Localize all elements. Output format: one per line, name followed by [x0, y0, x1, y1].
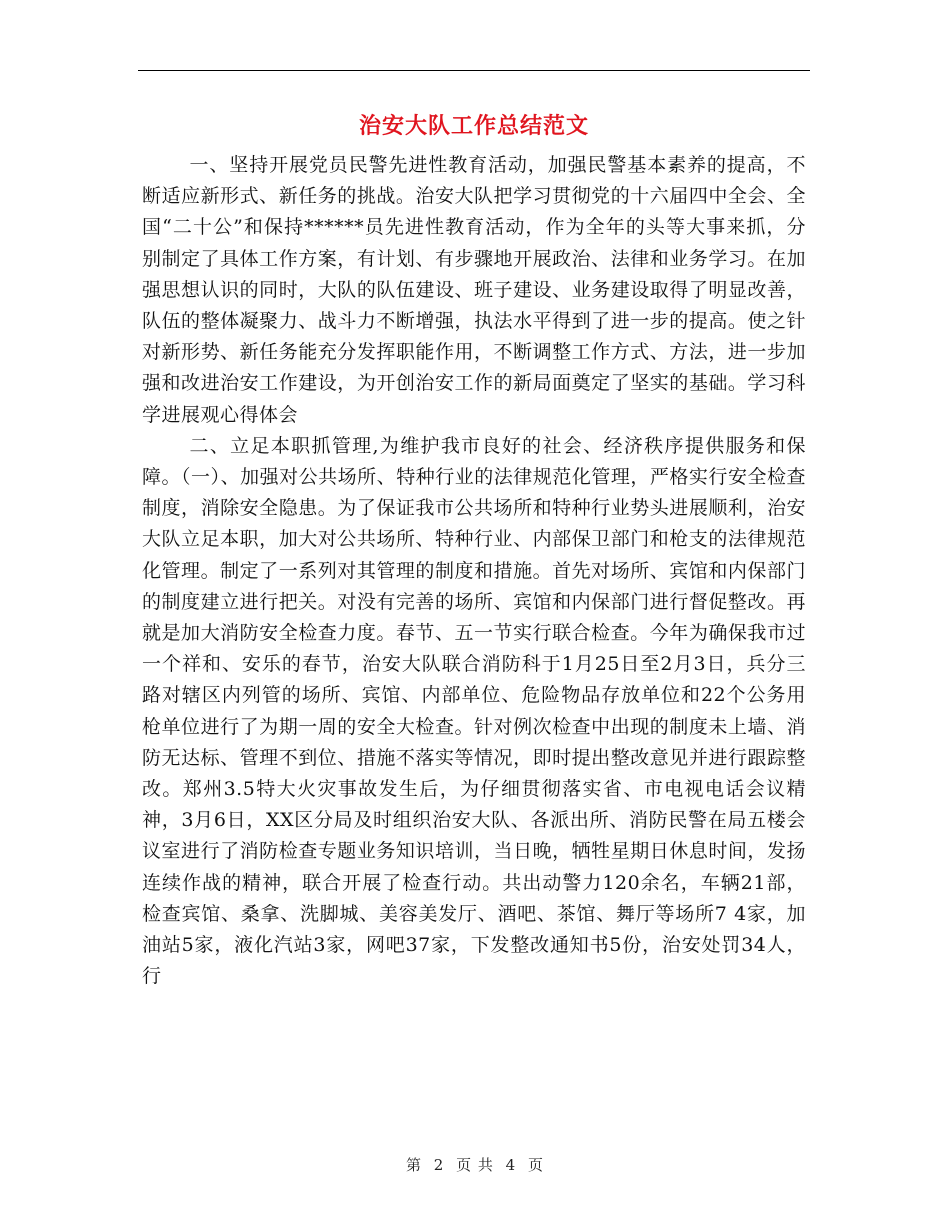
footer-prefix: 第 — [405, 1156, 422, 1174]
page-footer — [0, 1155, 950, 1175]
document-body — [142, 150, 806, 992]
document-title: 治安大队工作总结范文 — [358, 113, 589, 139]
footer-page-number: 2 — [433, 1156, 445, 1174]
header-rule — [138, 70, 810, 71]
footer-total-pages: 4 — [505, 1156, 517, 1174]
paragraph-2: 二、立足本职抓管理,为维护我市良好的社会、经济秩序提供服务和保障。（一）、加强对公共场所、特种行业的法律规范化管理，严格实行安全检查制度，消除安全隐患。为了保证我市公共场所和特种行业势头进展顺利，治安大队立足本职，加大对公共场所、特种行业、内部保卫部门和枪支的法律规范化管理。制定了一系列对其管理的制度和措施。首先对场所、宾馆和内保部门的制度建立进行把关。对没有完善的场所、宾馆和内保部门进行督促整改。再就是加大消防安全检查力度。春节、五一节实行联合检查。今年为确保我市过一个祥和、安乐的春节，治安大队联合消防科于1月25日至2月3日，兵分三路对辖区内列管的场所、宾馆、内部单位、危险物品存放单位和22个公务用枪单位进行了为期一周的安全大检查。针对例次检查中出现的制度未上墙、消防无达标、管理不到位、措施不落实等情况，即时提出整改意见并进行跟踪整改。郑州3.5特大火灾事故发生后，为仔细贯彻落实省、市电视电话会议精神，3月6日，XX区分局及时组织治安大队、各派出所、消防民警在局五楼会议室进行了消防检查专题业务知识培训，当日晚，牺牲星期日休息时间，发扬连续作战的精神，联合开展了检查行动。共出动警力120余名，车辆21部，检查宾馆、桑拿、洗脚城、美容美发厅、酒吧、茶馆、舞厅等场所7 4家，加油站5家，液化汽站3家，网吧37家，下发整改通知书5份，治安处罚34人，行 — [142, 434, 806, 988]
footer-suffix: 页 — [528, 1156, 545, 1174]
paragraph-1: 一、坚持开展党员民警先进性教育活动，加强民警基本素养的提高，不断适应新形式、新任务的挑战。治安大队把学习贯彻党的十六届四中全会、全国“二十公”和保持******员先进性教育活动，作为全年的头等大事来抓，分别制定了具体工作方案，有计划、有步骤地开展政治、法律和业务学习。在加强思想认识的同时，大队的队伍建设、班子建设、业务建设取得了明显改善，队伍的整体凝聚力、战斗力不断增强，执法水平得到了进一步的提高。使之针对新形势、新任务能充分发挥职能作用，不断调整工作方式、方法，进一步加强和改进治安工作建设，为开创治安工作的新局面奠定了坚实的基础。学习科学进展观心得体会 — [142, 154, 806, 426]
footer-middle: 页 共 — [456, 1156, 494, 1174]
